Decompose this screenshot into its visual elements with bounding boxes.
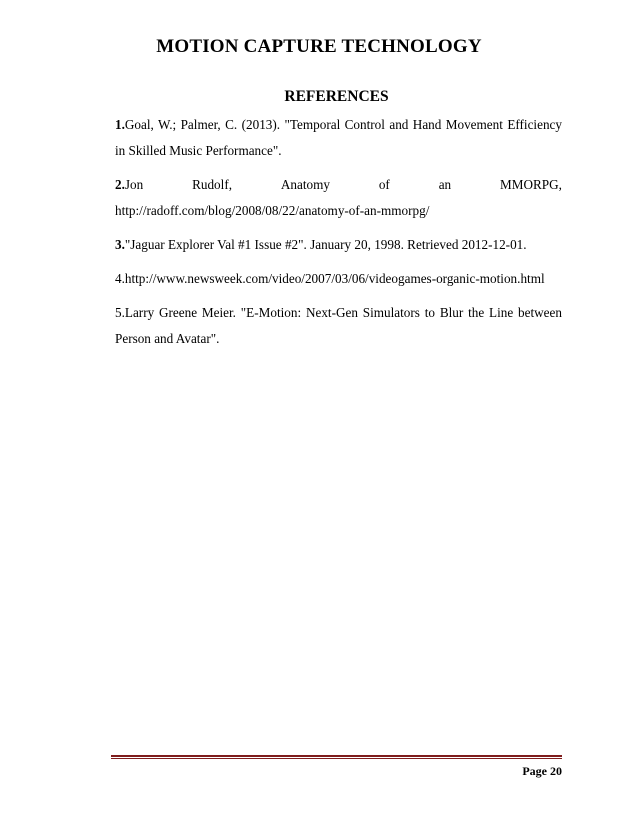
reference-word [115, 172, 143, 198]
reference-item-4 [115, 266, 562, 292]
reference-item-5 [115, 300, 562, 352]
reference-item-1 [115, 112, 562, 164]
reference-list [115, 112, 562, 360]
reference-text: http://www.newsweek.com/video/2007/03/06/videogames-organic-motion.html [124, 271, 545, 286]
footer-rule-thin [111, 758, 562, 759]
document-header-title: MOTION CAPTURE TECHNOLOGY [156, 36, 482, 57]
page-number: Page 20 [522, 764, 562, 778]
reference-word: an [438, 177, 452, 192]
reference-number: 3. [115, 237, 125, 252]
reference-text: "Jaguar Explorer Val #1 Issue #2". January 20, 1998. Retrieved 2012-12-01. [124, 237, 527, 252]
reference-item-3 [115, 232, 562, 258]
reference-word: Rudolf, [192, 177, 233, 192]
reference-word: Anatomy [280, 177, 330, 192]
section-title: REFERENCES [284, 88, 389, 105]
reference-word: of [378, 177, 390, 192]
reference-item-2 [115, 172, 562, 224]
reference-text: Larry Greene Meier. "E-Motion: Next-Gen Simulators to Blur the Line between Person and Avatar". [115, 305, 562, 346]
reference-word-text: Jon [124, 177, 144, 192]
reference-url: http://radoff.com/blog/2008/08/22/anatomy-of-an-mmorpg/ [115, 203, 430, 218]
reference-number: 2. [115, 177, 125, 192]
footer-rule-thick [111, 755, 562, 757]
reference-text: Goal, W.; Palmer, C. (2013). "Temporal Control and Hand Movement Efficiency in Skilled Music Performance". [115, 117, 562, 158]
reference-line [115, 172, 562, 198]
footer-rule [111, 755, 562, 759]
reference-word: MMORPG, [500, 177, 562, 192]
reference-number: 1. [115, 117, 125, 132]
reference-number: 5. [115, 305, 125, 320]
reference-number: 4. [115, 271, 125, 286]
